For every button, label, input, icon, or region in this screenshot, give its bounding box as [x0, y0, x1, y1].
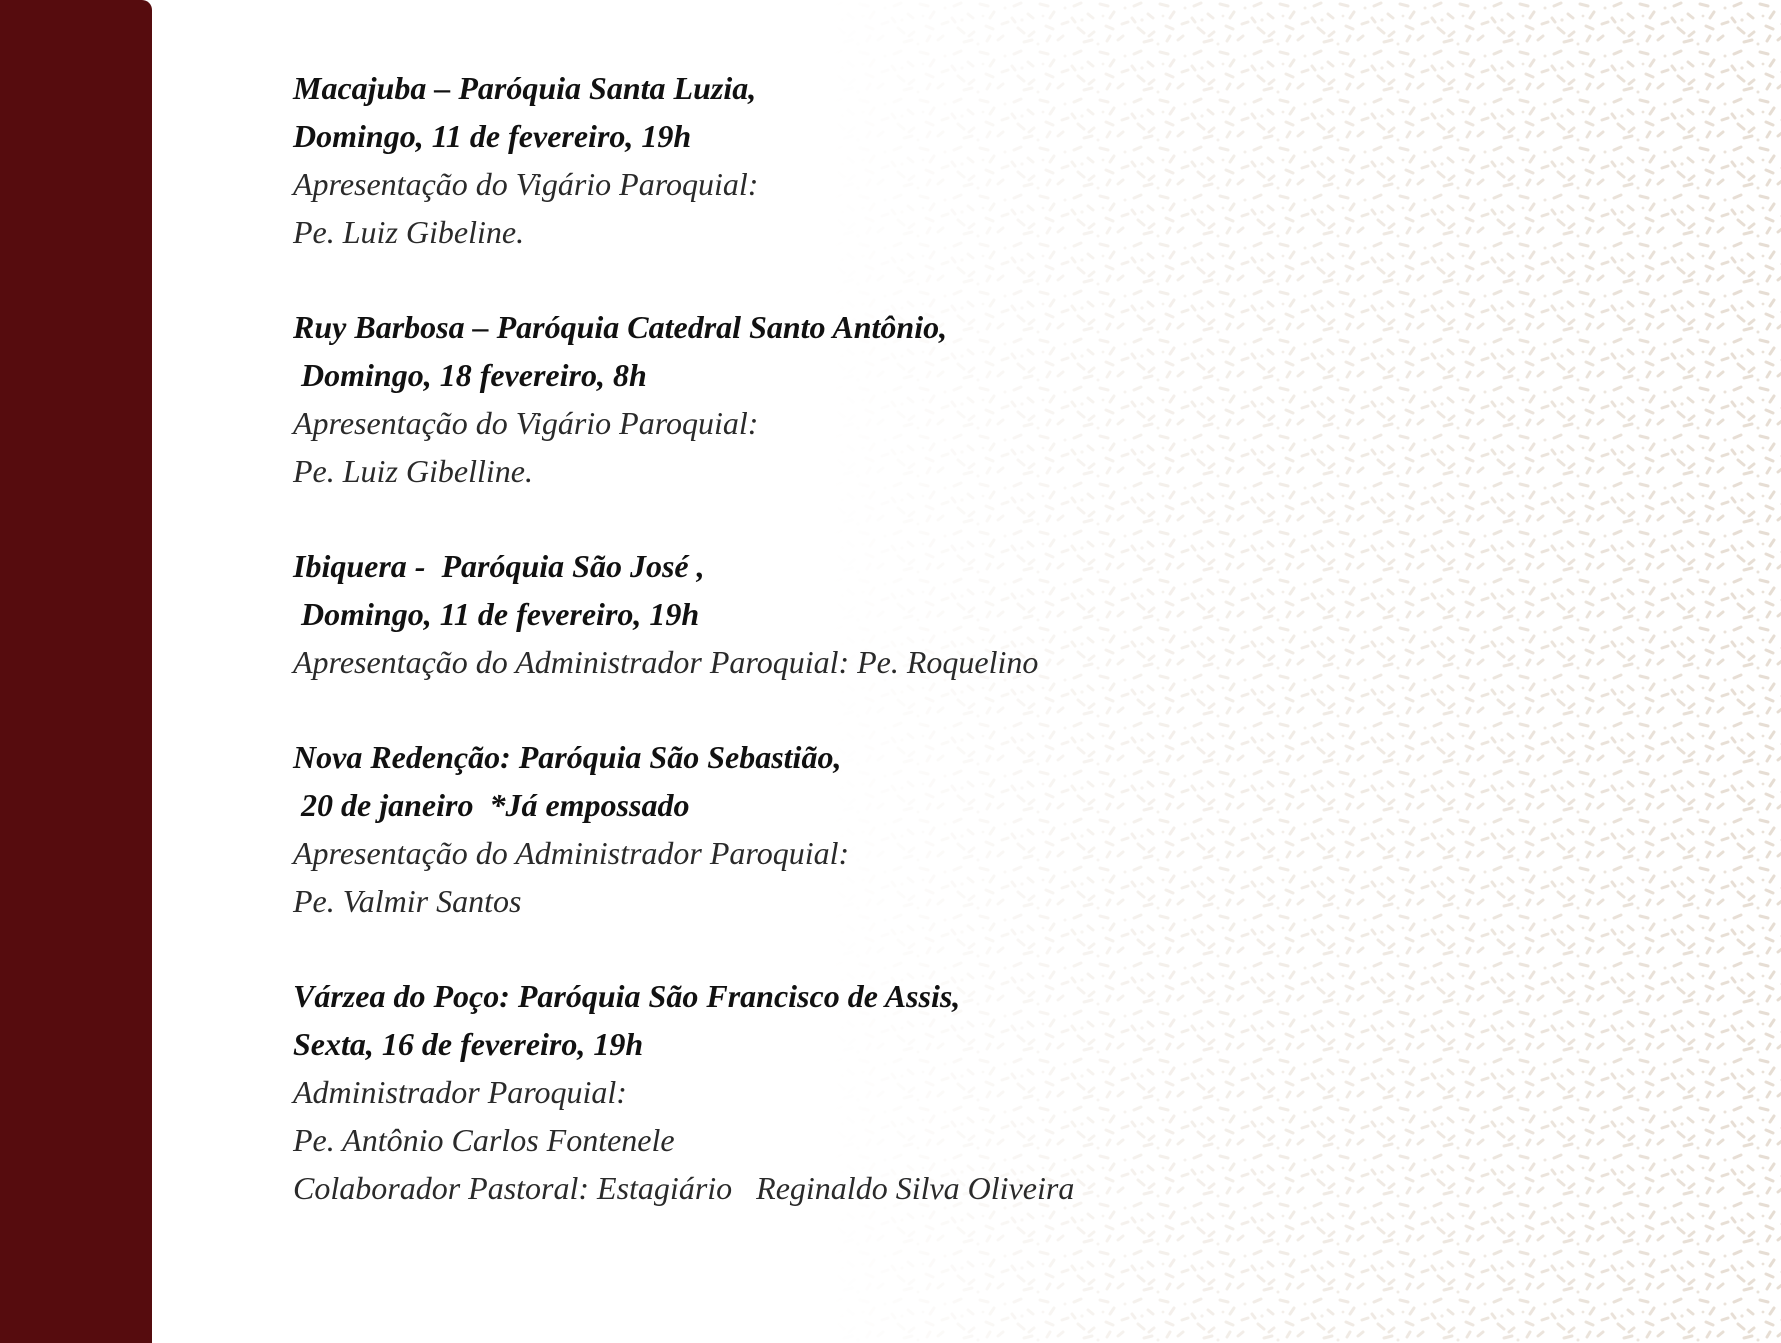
parish-detail: Apresentação do Vigário Paroquial:	[293, 405, 759, 441]
parish-schedule-text	[293, 64, 1493, 1259]
parish-entry-ibiquera	[293, 542, 1493, 686]
parish-date: Sexta, 16 de fevereiro, 19h	[293, 1026, 644, 1062]
parish-date: Domingo, 11 de fevereiro, 19h	[293, 596, 700, 632]
parish-detail: Apresentação do Administrador Paroquial:	[293, 835, 850, 871]
parish-detail: Colaborador Pastoral: Estagiário Reginaldo Silva Oliveira	[293, 1170, 1075, 1206]
parish-entry-macajuba	[293, 64, 1493, 256]
parish-heading: Ruy Barbosa – Paróquia Catedral Santo Antônio,	[293, 309, 948, 345]
parish-detail: Pe. Luiz Gibeline.	[293, 214, 525, 250]
parish-detail: Apresentação do Vigário Paroquial:	[293, 166, 759, 202]
parish-detail: Administrador Paroquial:	[293, 1074, 627, 1110]
parish-entry-varzea-do-poco	[293, 972, 1493, 1212]
parish-detail: Pe. Antônio Carlos Fontenele	[293, 1122, 675, 1158]
parish-heading: Várzea do Poço: Paróquia São Francisco de Assis,	[293, 978, 961, 1014]
parish-date: Domingo, 18 fevereiro, 8h	[293, 357, 647, 393]
parish-detail: Pe. Luiz Gibelline.	[293, 453, 533, 489]
left-side-bar	[0, 0, 152, 1343]
parish-date: 20 de janeiro *Já empossado	[293, 787, 690, 823]
parish-entry-nova-redencao	[293, 733, 1493, 925]
parish-detail: Apresentação do Administrador Paroquial: Pe. Roquelino	[293, 644, 1039, 680]
parish-date: Domingo, 11 de fevereiro, 19h	[293, 118, 692, 154]
parish-heading: Macajuba – Paróquia Santa Luzia,	[293, 70, 757, 106]
parish-heading: Ibiquera - Paróquia São José ,	[293, 548, 705, 584]
parish-heading: Nova Redenção: Paróquia São Sebastião,	[293, 739, 842, 775]
parish-detail: Pe. Valmir Santos	[293, 883, 522, 919]
parish-entry-ruy-barbosa	[293, 303, 1493, 495]
